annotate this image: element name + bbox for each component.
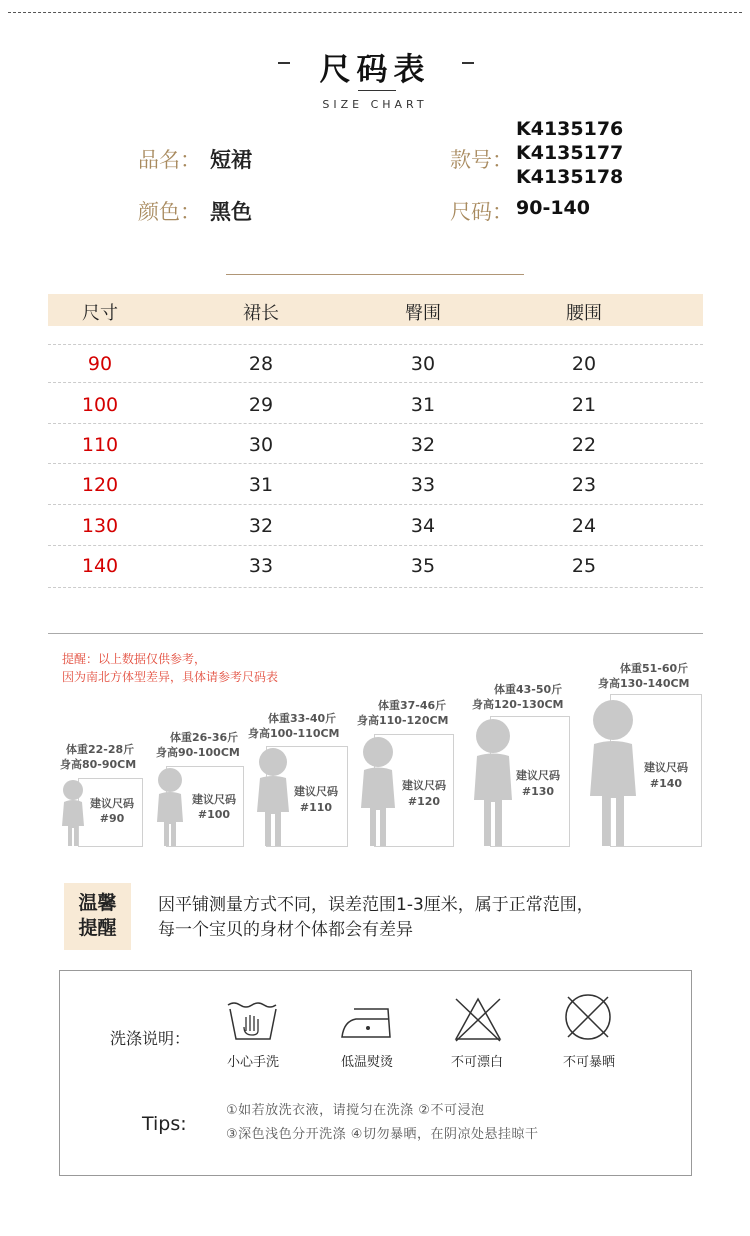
table-cell-size: 140 (81, 555, 119, 577)
table-cell-size: 100 (81, 394, 119, 416)
kid-height: 身高90-100CM (156, 746, 240, 759)
kid-rec-label: 建议尺码 (516, 769, 560, 782)
kid-rec-size: #140 (649, 777, 683, 790)
section-divider (226, 274, 524, 275)
child-silhouette-icon (254, 746, 292, 848)
table-cell-waist: 24 (571, 515, 597, 537)
table-cell-length: 28 (248, 353, 274, 375)
size-range-value: 90-140 (516, 197, 590, 219)
kid-rec-label: 建议尺码 (90, 797, 134, 810)
table-cell-waist: 20 (571, 353, 597, 375)
table-cell-size: 110 (81, 434, 119, 456)
name-label: 品名： (138, 148, 201, 172)
table-cell-size: 130 (81, 515, 119, 537)
row-divider (48, 382, 703, 383)
kid-weight: 体重37-46斤 (378, 699, 447, 712)
kid-height: 身高110-120CM (357, 714, 449, 727)
tips-line-1: ①如若放洗衣液，请搅匀在洗涤 ②不可浸泡 (226, 1103, 485, 1118)
table-cell-waist: 23 (571, 474, 597, 496)
size-table (48, 294, 703, 577)
table-header (48, 294, 703, 326)
child-silhouette-icon (60, 778, 86, 848)
table-cell-hip: 31 (410, 394, 436, 416)
table-cell-length: 29 (248, 394, 274, 416)
page-title: 尺码表 (319, 52, 431, 88)
code-label: 款号： (450, 148, 513, 172)
warm-text-line-1: 因平铺测量方式不同，误差范围1-3厘米，属于正常范围， (158, 895, 594, 915)
code-value-1: K4135176 (516, 118, 624, 140)
kid-height: 身高120-130CM (472, 698, 564, 711)
section-divider (48, 633, 703, 634)
top-dashed-border (8, 12, 742, 13)
header-size: 尺寸 (82, 303, 118, 324)
warm-tag-line-1: 温馨 (78, 892, 117, 914)
kid-rec-size: #100 (197, 808, 231, 821)
code-value-3: K4135178 (516, 166, 624, 188)
color-label: 颜色： (138, 200, 201, 224)
warm-tag-line-2: 提醒 (78, 917, 117, 939)
kid-rec-size: #90 (99, 812, 125, 825)
hand-wash-label: 小心手洗 (226, 1055, 279, 1070)
no-sun-dry-label: 不可暴晒 (562, 1055, 615, 1070)
child-silhouette-icon (358, 734, 398, 848)
no-bleach-icon (452, 995, 504, 1043)
warm-reminder-text (158, 893, 594, 943)
warm-reminder-tag (64, 883, 131, 950)
hand-wash-icon (226, 999, 280, 1043)
kid-weight: 体重51-60斤 (620, 662, 689, 675)
reminder-line-1: 提醒：以上数据仅供参考， (62, 652, 207, 666)
kid-rec-label: 建议尺码 (644, 761, 688, 774)
code-value-2: K4135177 (516, 142, 624, 164)
tips-label: Tips: (142, 1113, 187, 1135)
washing-title: 洗涤说明： (110, 1029, 191, 1048)
table-cell-waist: 21 (571, 394, 597, 416)
kid-weight: 体重26-36斤 (170, 731, 239, 744)
washing-instructions-box (59, 970, 692, 1176)
table-cell-hip: 34 (410, 515, 436, 537)
low-iron-label: 低温熨烫 (340, 1055, 393, 1070)
kid-rec-label: 建议尺码 (294, 785, 338, 798)
row-divider (48, 344, 703, 345)
title-left-dash (278, 62, 290, 64)
table-cell-hip: 30 (410, 353, 436, 375)
kid-rec-size: #130 (521, 785, 555, 798)
title-right-dash (462, 62, 474, 64)
kid-rec-label: 建议尺码 (192, 793, 236, 806)
kid-height: 身高80-90CM (60, 758, 137, 771)
table-cell-size: 90 (87, 353, 113, 375)
table-cell-hip: 35 (410, 555, 436, 577)
header-hip: 臀围 (405, 303, 441, 324)
name-value: 短裙 (210, 148, 252, 172)
table-cell-hip: 33 (410, 474, 436, 496)
row-divider (48, 545, 703, 546)
table-cell-waist: 25 (571, 555, 597, 577)
kid-height: 身高130-140CM (598, 677, 690, 690)
table-cell-hip: 32 (410, 434, 436, 456)
row-divider (48, 463, 703, 464)
child-silhouette-icon (586, 696, 640, 848)
low-iron-icon (340, 1001, 396, 1041)
title-row (0, 44, 750, 89)
table-cell-length: 33 (248, 555, 274, 577)
page-subtitle: SIZE CHART (322, 98, 428, 111)
no-sun-dry-icon (562, 991, 614, 1043)
child-silhouette-icon (154, 766, 186, 848)
table-cell-waist: 22 (571, 434, 597, 456)
tips-line-2: ③深色浅色分开洗涤 ④切勿暴晒，在阴凉处悬挂晾干 (226, 1127, 539, 1142)
warm-text-line-2: 每一个宝贝的身材个体都会有差异 (158, 920, 413, 940)
kid-weight: 体重33-40斤 (268, 712, 337, 725)
table-cell-length: 31 (248, 474, 274, 496)
no-bleach-label: 不可漂白 (450, 1055, 503, 1070)
kid-rec-label: 建议尺码 (402, 779, 446, 792)
size-label: 尺码： (450, 200, 513, 224)
table-cell-length: 30 (248, 434, 274, 456)
row-divider (48, 504, 703, 505)
color-value: 黑色 (210, 200, 252, 224)
row-divider (48, 587, 703, 588)
title-underline (358, 90, 396, 91)
kid-weight: 体重43-50斤 (494, 683, 563, 696)
table-cell-length: 32 (248, 515, 274, 537)
kid-rec-size: #120 (407, 795, 441, 808)
table-cell-size: 120 (81, 474, 119, 496)
kid-weight: 体重22-28斤 (66, 743, 135, 756)
kid-height: 身高100-110CM (248, 727, 340, 740)
header-skirt-length: 裙长 (243, 303, 279, 324)
reminder-line-2: 因为南北方体型差异，具体请参考尺码表 (62, 670, 279, 684)
header-waist: 腰围 (566, 303, 602, 324)
row-divider (48, 423, 703, 424)
kid-rec-size: #110 (299, 801, 333, 814)
